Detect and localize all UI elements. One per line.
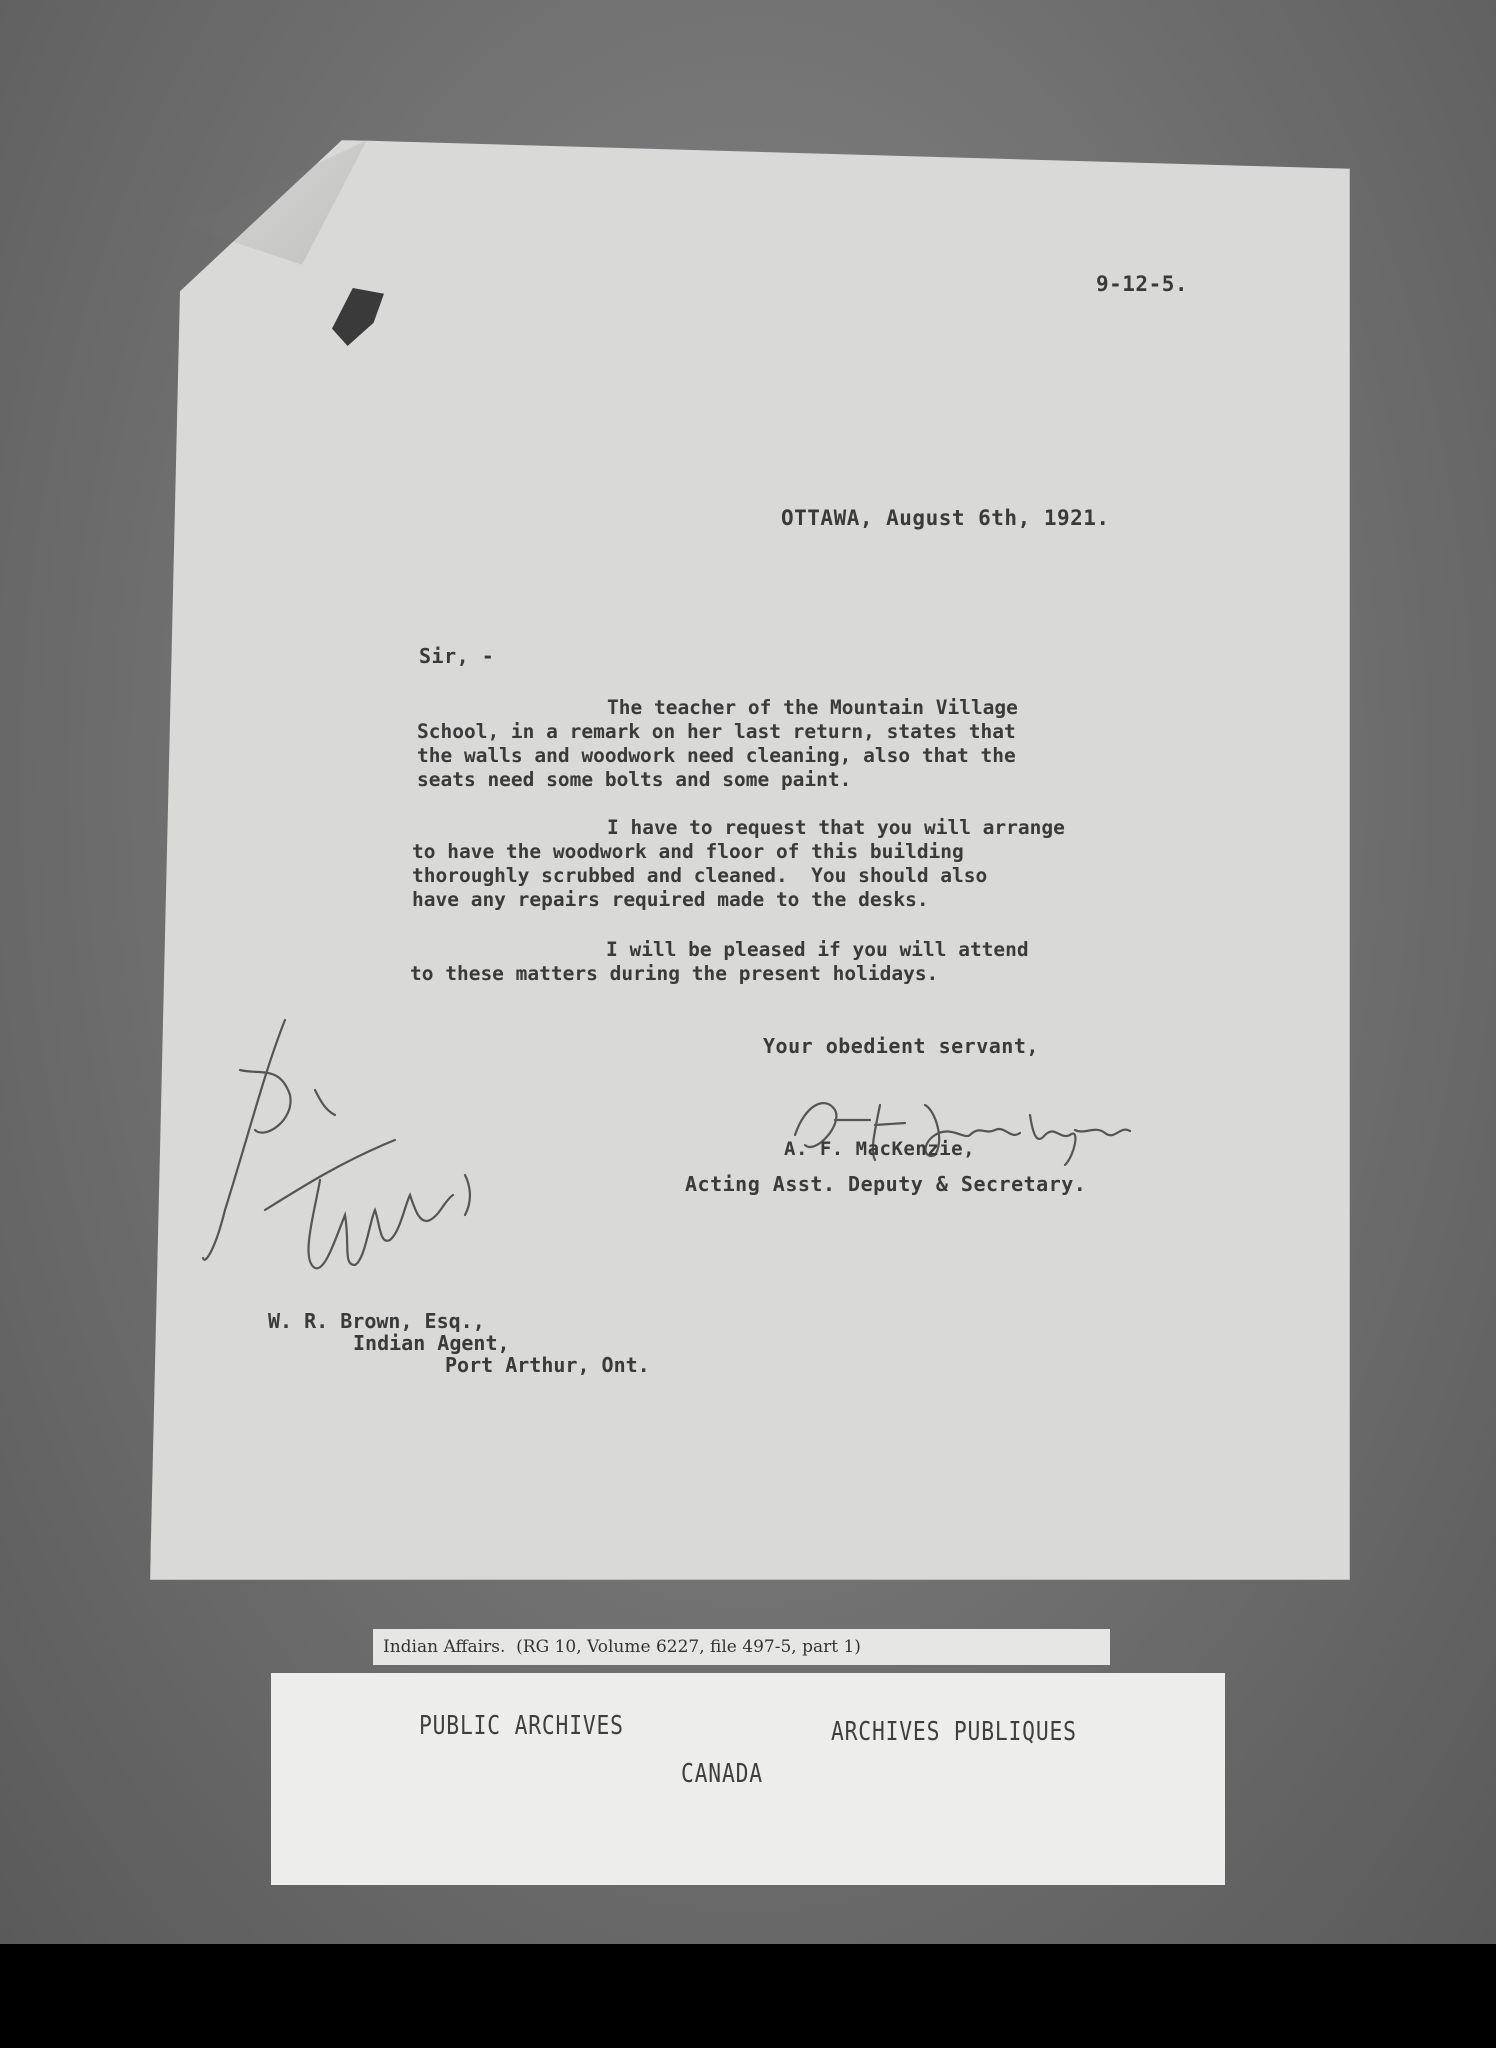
salutation: Sir, - [419, 644, 495, 668]
paragraph-3 [410, 938, 1029, 986]
recipient-address [268, 1310, 650, 1376]
recipient-line: W. R. Brown, Esq., [268, 1309, 485, 1333]
archive-reference: Indian Affairs. (RG 10, Volume 6227, file 497-5, part 1) [383, 1637, 861, 1657]
archive-stamp-right: ARCHIVES PUBLIQUES [831, 1717, 1077, 1747]
recipient-line: Indian Agent, [353, 1331, 510, 1355]
paragraph-line: School, in a remark on her last return, states that [417, 720, 1016, 743]
paragraph-1 [417, 696, 1018, 792]
signatory-name: A. F. MacKenzie, [784, 1138, 976, 1160]
paragraph-line: to these matters during the present holidays. [410, 962, 939, 985]
paragraph-line: to have the woodwork and floor of this building [412, 840, 964, 863]
recipient-line: Port Arthur, Ont. [445, 1353, 650, 1377]
archive-stamp-center: CANADA [681, 1759, 763, 1789]
paragraph-line: have any repairs required made to the desks. [412, 888, 929, 911]
archive-reference-label [373, 1629, 1110, 1665]
closing: Your obedient servant, [763, 1034, 1039, 1058]
archive-stamp-card [271, 1673, 1225, 1885]
archive-stamp-left: PUBLIC ARCHIVES [419, 1711, 624, 1741]
paragraph-2 [412, 816, 1065, 912]
paragraph-line: I will be pleased if you will attend [606, 938, 1029, 961]
signatory-title: Acting Asst. Deputy & Secretary. [685, 1172, 1087, 1196]
handwritten-initials [195, 1010, 505, 1290]
paragraph-line: seats need some bolts and some paint. [417, 768, 852, 791]
bottom-black-bar [0, 1944, 1496, 2048]
paragraph-line: thoroughly scrubbed and cleaned. You should also [412, 864, 988, 887]
paragraph-line: I have to request that you will arrange [607, 816, 1065, 839]
file-number: 9-12-5. [1096, 272, 1189, 296]
paragraph-line: the walls and woodwork need cleaning, also that the [417, 744, 1016, 767]
paragraph-line: The teacher of the Mountain Village [607, 696, 1018, 719]
dateline: OTTAWA, August 6th, 1921. [781, 506, 1110, 530]
